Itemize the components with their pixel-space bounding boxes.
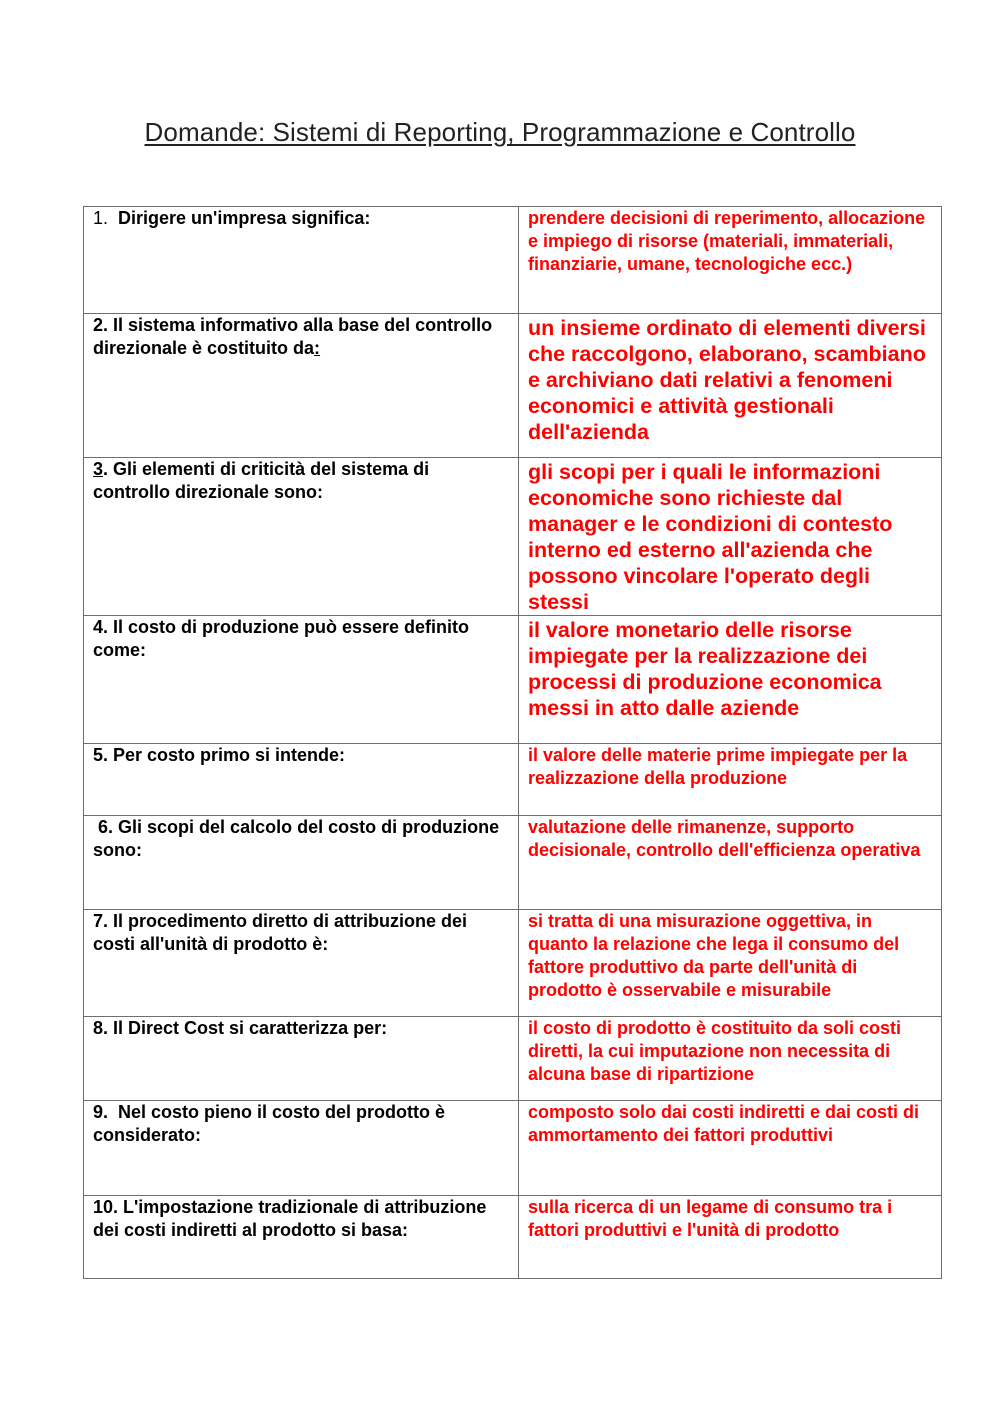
table-row [84,1017,942,1101]
answer-cell: gli scopi per i quali le informazioni economiche sono richieste dal manager e le condizioni di contesto interno ed esterno all'azienda che possono vincolare l'operato degli stessi [519,458,942,616]
qa-table [83,206,942,1279]
question-cell [84,458,519,616]
question-cell [84,314,519,458]
answer-cell: il costo di prodotto è costituito da soli costi diretti, la cui imputazione non necessita di alcuna base di ripartizione [519,1017,942,1101]
table-row [84,458,942,616]
question-cell: 10. L'impostazione tradizionale di attribuzione dei costi indiretti al prodotto si basa: [84,1196,519,1279]
answer-cell: un insieme ordinato di elementi diversi che raccolgono, elaborano, scambiano e archiviano dati relativi a fenomeni economici e attività gestionali dell'azienda [519,314,942,458]
answer-cell: si tratta di una misurazione oggettiva, in quanto la relazione che lega il consumo del fattore produttivo da parte dell'unità di prodotto è osservabile e misurabile [519,910,942,1017]
question-cell: 7. Il procedimento diretto di attribuzione dei costi all'unità di prodotto è: [84,910,519,1017]
question-cell: 9. Nel costo pieno il costo del prodotto è considerato: [84,1101,519,1196]
table-row [84,207,942,314]
answer-cell: prendere decisioni di reperimento, allocazione e impiego di risorse (materiali, immateriali, finanziarie, umane, tecnologiche ecc.) [519,207,942,314]
table-row [84,314,942,458]
page-title: Domande: Sistemi di Reporting, Programmazione e Controllo [144,117,856,147]
answer-cell: sulla ricerca di un legame di consumo tra i fattori produttivi e l'unità di prodotto [519,1196,942,1279]
table-row [84,1196,942,1279]
question-text: . Gli elementi di criticità del sistema di controllo direzionale sono: [93,459,430,502]
table-row [84,1101,942,1196]
question-cell: 5. Per costo primo si intende: [84,744,519,816]
question-number: 3 [93,459,104,479]
answer-cell: il valore delle materie prime impiegate per la realizzazione della produzione [519,744,942,816]
table-row [84,910,942,1017]
answer-cell: il valore monetario delle risorse impiegate per la realizzazione dei processi di produzione economica messi in atto dalle aziende [519,616,942,744]
question-cell: 6. Gli scopi del calcolo del costo di produzione sono: [84,816,519,910]
question-tail: : [314,338,321,358]
question-cell [84,207,519,314]
question-text: Dirigere un'impresa significa: [118,208,371,228]
table-row [84,744,942,816]
table-row [84,816,942,910]
question-cell: 4. Il costo di produzione può essere definito come: [84,616,519,744]
question-cell: 8. Il Direct Cost si caratterizza per: [84,1017,519,1101]
question-number: 1. [93,208,109,228]
answer-cell: valutazione delle rimanenze, supporto decisionale, controllo dell'efficienza operativa [519,816,942,910]
question-text: 2. Il sistema informativo alla base del controllo direzionale è costituito da [93,315,493,358]
table-row [84,616,942,744]
answer-cell: composto solo dai costi indiretti e dai costi di ammortamento dei fattori produttivi [519,1101,942,1196]
